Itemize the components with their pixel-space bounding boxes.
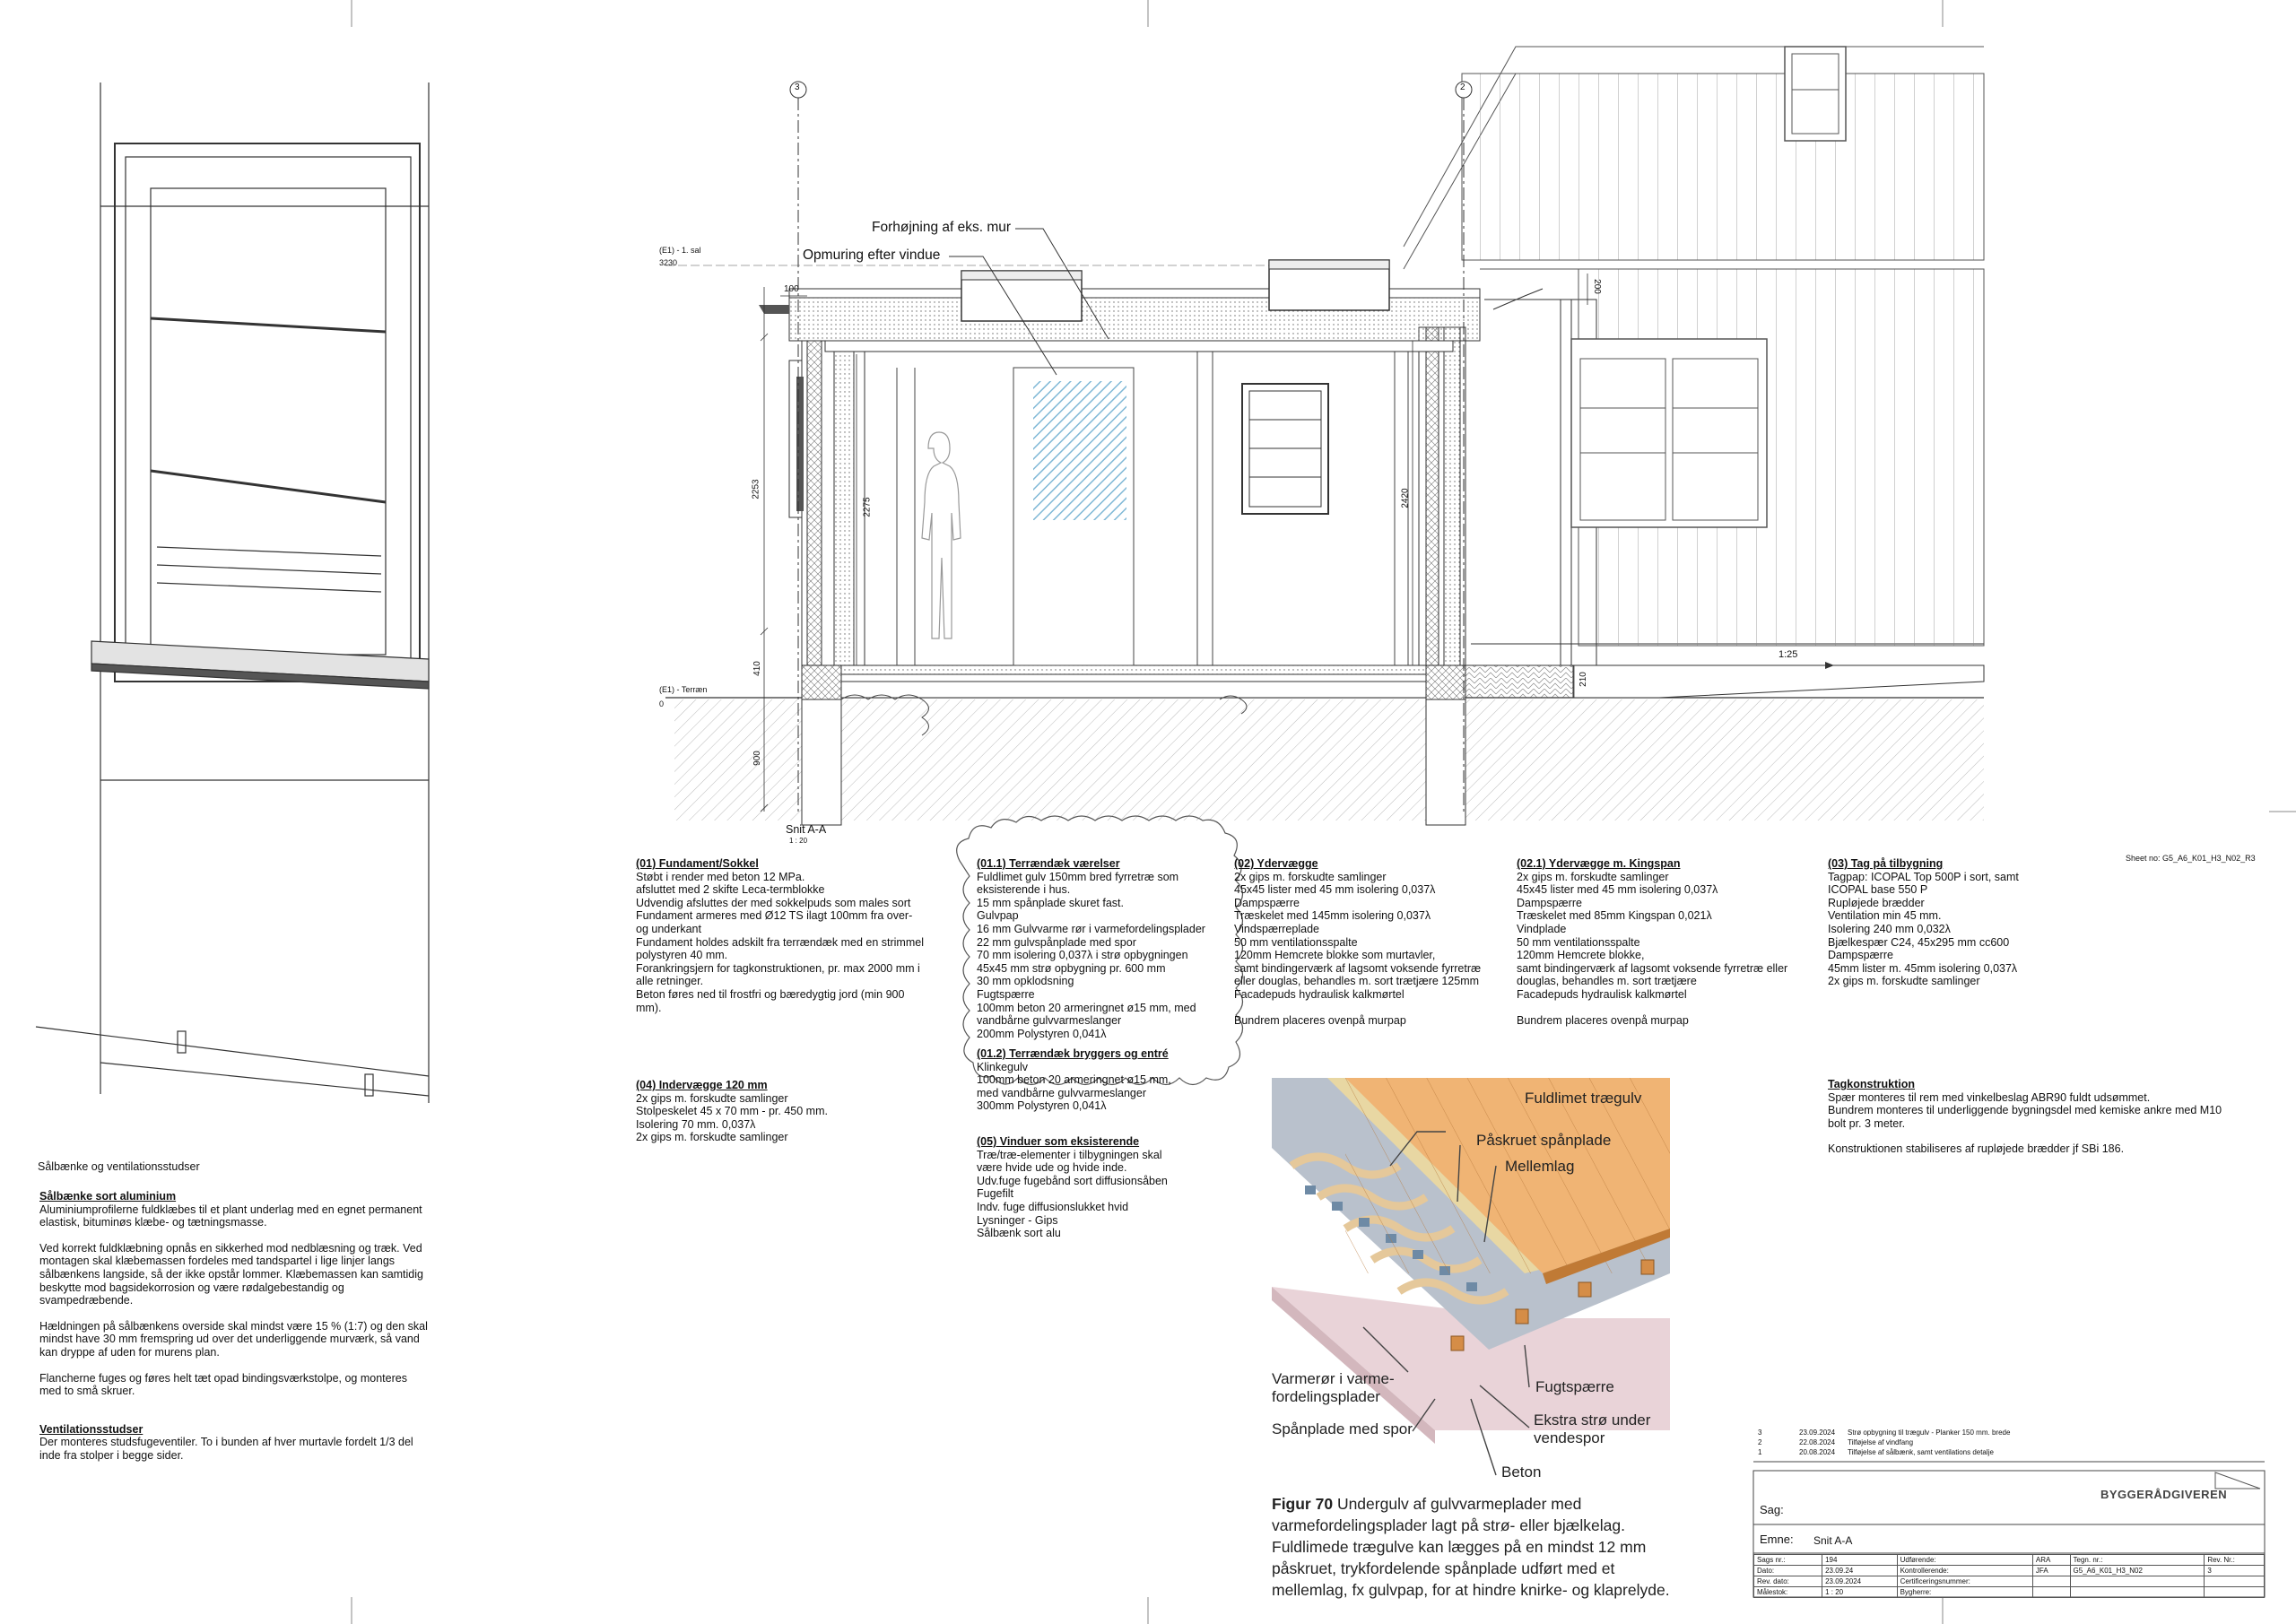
sill-line: Ved korrekt fuldklæbning opnås en sikkerhed mod nedblæsning og træk. Ved (39, 1241, 422, 1255)
revision-no: 1 (1758, 1448, 1762, 1456)
note-line: med vandbårne gulvvarmeslanger (977, 1086, 1146, 1099)
sill-line: Flancherne fuges og føres helt tæt opad bindingsværkstolpe, og monteres (39, 1371, 407, 1385)
note-line: Gulvpap (977, 909, 1019, 923)
note-title: (05) Vinduer som eksisterende (977, 1135, 1140, 1148)
window-opening-hatch (1033, 381, 1126, 520)
logo-text: BYGGERÅDGIVEREN (2100, 1488, 2228, 1501)
note-01-2-bryggers (977, 1047, 1264, 1113)
note-line: Facadepuds hydraulisk kalkmørtel (1234, 987, 1405, 1001)
fig-label-ekstra-stro-1: Ekstra strø under (1534, 1411, 1651, 1429)
note-line: Dampspærre (1234, 896, 1300, 909)
note-title: (02.1) Ydervægge m. Kingspan (1517, 857, 1681, 870)
note-line: 45x45 mm strø opbygning pr. 600 mm (977, 961, 1166, 975)
note-line: 2x gips m. forskudte samlinger (1828, 975, 1980, 988)
tb-sags-nr: 194 (1822, 1555, 1898, 1566)
note-line: Dampspærre (1517, 896, 1582, 909)
note-line: Konstruktionen stabiliseres af rupløjede brædder jf SBi 186. (1828, 1142, 2125, 1156)
slope-label: 1:25 (1779, 649, 1798, 660)
note-line: 45x45 lister med 45 mm isolering 0,037λ (1234, 883, 1436, 897)
revision-date: 20.08.2024 (1799, 1448, 1836, 1456)
tb-dato-label: Dato: (1754, 1566, 1822, 1576)
dim-2275: 2275 (862, 497, 873, 517)
tb-empty-3 (2070, 1587, 2205, 1598)
level-1sal-value: 3230 (659, 258, 678, 267)
note-line: Indv. fuge diffusionslukket hvid (977, 1200, 1129, 1213)
note-line: ICOPAL base 550 P (1828, 883, 1928, 897)
note-03-tag (1828, 857, 2115, 988)
note-line: Vindplade (1517, 922, 1567, 935)
tb-empty-2 (2205, 1576, 2265, 1587)
tb-rev: 3 (2205, 1566, 2265, 1576)
tb-maalestok: 1 : 20 (1822, 1587, 1898, 1598)
note-line: Bundrem placeres ovenpå murpap (1234, 1013, 1406, 1027)
note-line: Ventilation min 45 mm. (1828, 909, 1942, 923)
vent-line: inde fra stolper i begge sider. (39, 1448, 184, 1462)
sag-label: Sag: (1760, 1503, 1784, 1516)
revision-text: Strø opbygning til trægulv - Planker 150 mm. brede (1848, 1429, 2011, 1437)
note-line: 15 mm spånplade skuret fast. (977, 896, 1124, 909)
section-scale: 1 : 20 (789, 837, 808, 845)
level-terr-value: 0 (659, 699, 665, 708)
tb-rev-label: Rev. Nr.: (2205, 1555, 2265, 1566)
sill-caption: Sålbænke og ventilationsstudser (38, 1160, 200, 1173)
note-line: Stolpeskelet 45 x 70 mm - pr. 450 mm. (636, 1105, 828, 1118)
annotation-opmuring: Opmuring efter vindue (803, 248, 941, 263)
revision-row (1758, 1437, 2010, 1447)
note-line: Dampspærre (1828, 949, 1893, 962)
note-line: 45mm lister m. 45mm isolering 0,037λ (1828, 961, 2018, 975)
note-title: (03) Tag på tilbygning (1828, 857, 1944, 870)
note-line: Træskelet med 145mm isolering 0,037λ (1234, 909, 1431, 923)
figure-caption-text: Undergulv af gulvvarmeplader med varmefordelingsplader lagt på strø- eller bjælkelag. Fuldlimede trægulve kan lægges på en mindst 12 mm påskruet, trykfordelende spånplade udført med et mellemlag, fx gulvpap, for at hindre knirke- og klaprelyde. (1272, 1495, 1670, 1599)
note-line: 100mm beton 20 armeringnet ø15 mm, med (977, 1001, 1196, 1014)
note-title: Tagkonstruktion (1828, 1078, 1915, 1090)
note-01-fundament (636, 857, 923, 1014)
note-line: 100mm beton 20 armeringnet ø15 mm, (977, 1073, 1171, 1087)
revision-list (1758, 1428, 2010, 1457)
note-line: bolt pr. 3 meter. (1828, 1116, 1906, 1130)
dim-2253: 2253 (751, 479, 761, 499)
note-line: Træ/træ-elementer i tilbygningen skal (977, 1148, 1162, 1161)
note-line: være hvide ude og hvide inde. (977, 1161, 1127, 1175)
note-line: Træskelet med 85mm Kingspan 0,021λ (1517, 909, 1712, 923)
note-01-1-terraendaek (977, 857, 1264, 1040)
note-line: Fuldlimet gulv 150mm bred fyrretræ som (977, 870, 1179, 883)
revision-no: 3 (1758, 1429, 1762, 1437)
tb-rev-dato-label: Rev. dato: (1754, 1576, 1822, 1587)
dim-900: 900 (752, 751, 762, 766)
fig-label-fugtspaerre: Fugtspærre (1535, 1378, 1614, 1395)
note-line: 2x gips m. forskudte samlinger (1234, 870, 1387, 883)
tb-empty-1 (2070, 1576, 2205, 1587)
note-line: og underkant (636, 922, 701, 935)
fig-label-spanplade-spor: Spånplade med spor (1272, 1420, 1413, 1437)
fig-label-spanplade: Påskruet spånplade (1476, 1132, 1612, 1149)
note-line: Fugefilt (977, 1187, 1013, 1201)
sill-heading: Sålbænke sort aluminium (39, 1190, 177, 1203)
note-tagkonstruktion (1828, 1078, 2240, 1156)
fig-label-mellemlag: Mellemlag (1505, 1158, 1575, 1175)
grid-label-2: 2 (1460, 83, 1465, 92)
sill-gap (39, 1307, 452, 1320)
sill-line: mindst have 30 mm fremspring ud over det underliggende murværk, så vand (39, 1333, 420, 1346)
note-line: 45x45 lister med 45 mm isolering 0,037λ (1517, 883, 1718, 897)
note-line: eller douglas, behandles m. sort trætjære 125mm (1234, 975, 1480, 988)
tb-kontrol: JFA (2032, 1566, 2070, 1576)
room-window (1242, 384, 1328, 514)
note-line: Facadepuds hydraulisk kalkmørtel (1517, 987, 1687, 1001)
note-line: 120mm Hemcrete blokke, (1517, 949, 1645, 962)
figure-caption-label: Figur 70 (1272, 1495, 1334, 1513)
note-line: mm). (636, 1001, 662, 1014)
note-line: Fugtspærre (977, 987, 1035, 1001)
note-line: Forankringsjern for tagkonstruktionen, pr. max 2000 mm i (636, 961, 920, 975)
fig-label-beton: Beton (1501, 1463, 1542, 1481)
revision-date: 23.09.2024 (1799, 1429, 1836, 1437)
note-line: Fundament holdes adskilt fra terrændæk med en strimmel (636, 935, 924, 949)
tb-tegn: G5_A6_K01_H3_N02 (2070, 1566, 2205, 1576)
sill-line: montagen skal klæbemassen fordeles med tandspartel i lige linjer langs (39, 1255, 396, 1268)
tb-bygherre-label: Bygherre: (1897, 1587, 2032, 1598)
sill-gap (39, 1411, 452, 1423)
note-line: Lysninger - Gips (977, 1213, 1058, 1227)
sill-line: sålbænkens langside, så der ikke opstår lommer. Klæbemassen kan samtidig (39, 1267, 423, 1281)
titleblock-table (1753, 1554, 2265, 1598)
note-line: Bjælkespær C24, 45x295 mm cc600 (1828, 935, 2010, 949)
note-title: (01.2) Terrændæk bryggers og entré (977, 1047, 1169, 1060)
note-line: Spær monteres til rem med vinkelbeslag ABR90 fuldt udsømmet. (1828, 1090, 2151, 1104)
note-line: Rupløjede brædder (1828, 896, 1925, 909)
note-line (1828, 1130, 2240, 1142)
tb-sags-nr-label: Sags nr.: (1754, 1555, 1822, 1566)
section-title: Snit A-A (786, 823, 827, 836)
note-line: 22 mm gulvspånplade med spor (977, 935, 1136, 949)
emne-value: Snit A-A (1813, 1534, 1853, 1547)
dim-410: 410 (752, 661, 762, 676)
note-line: Isolering 240 mm 0,032λ (1828, 922, 1951, 935)
note-line: Vindspærreplade (1234, 922, 1319, 935)
note-title: (01) Fundament/Sokkel (636, 857, 759, 870)
sill-line: Aluminiumprofilerne fuldklæbes til et plant underlag med en egnet permanent (39, 1203, 422, 1216)
note-line: polystyren 40 mm. (636, 949, 728, 962)
revision-text: Tilføjelse af vindfang (1848, 1438, 1914, 1446)
sill-gap (39, 1359, 452, 1372)
person-silhouette (922, 432, 961, 638)
note-line: samt bindingerværk af lagsomt voksende fyrretræ (1234, 961, 1482, 975)
note-line: 70 mm isolering 0,037λ i strø opbygningen (977, 949, 1188, 962)
fig-label-varmeror-1: Varmerør i varme- (1272, 1370, 1395, 1387)
sheet-number: Sheet no: G5_A6_K01_H3_N02_R3 (2126, 854, 2256, 863)
note-line: 30 mm opklodsning (977, 975, 1074, 988)
existing-house (1404, 47, 1984, 646)
note-line: Klinkegulv (977, 1060, 1028, 1073)
tb-cert-label: Certificeringsnummer: (1897, 1576, 2032, 1587)
sill-line: svampedræbende. (39, 1294, 134, 1307)
note-05-vinduer (977, 1135, 1264, 1240)
figure-caption (1272, 1493, 1693, 1601)
tb-udfoerende: ARA (2032, 1555, 2070, 1566)
fig-label-trægulv: Fuldlimet trægulv (1525, 1090, 1642, 1107)
note-02-1-kingspan (1517, 857, 1804, 1027)
note-line: 50 mm ventilationsspalte (1234, 935, 1358, 949)
revision-no: 2 (1758, 1438, 1762, 1446)
sill-line: kan dryppe af uden for murens plan. (39, 1345, 220, 1359)
fig-label-varmeror-2: fordelingsplader (1272, 1388, 1380, 1405)
note-line: 120mm Hemcrete blokke som murtavler, (1234, 949, 1436, 962)
dim-100: 100 (784, 284, 799, 294)
tb-maalestok-label: Målestok: (1754, 1587, 1822, 1598)
sill-line: Hældningen på sålbænkens overside skal mindst være 15 % (1:7) og den skal (39, 1319, 428, 1333)
note-line: Støbt i render med beton 12 MPa. (636, 870, 805, 883)
tb-cert (2032, 1576, 2070, 1587)
note-title: (02) Ydervægge (1234, 857, 1318, 870)
tb-bygherre (2032, 1587, 2070, 1598)
note-line: Fundament armeres med Ø12 TS ilagt 100mm fra over- (636, 909, 913, 923)
note-line: 50 mm ventilationsspalte (1517, 935, 1640, 949)
tb-empty-4 (2205, 1587, 2265, 1598)
note-line: Sålbænk sort alu (977, 1227, 1061, 1240)
grid-label-3: 3 (795, 83, 800, 92)
note-04-indervaegge (636, 1079, 923, 1144)
note-line: Beton føres ned til frostfri og bæredygtig jord (min 900 (636, 987, 905, 1001)
note-title: (01.1) Terrændæk værelser (977, 857, 1120, 870)
annotation-forhojning: Forhøjning af eks. mur (872, 220, 1012, 235)
revision-text: Tilføjelse af sålbænk, samt ventilations detalje (1848, 1448, 1994, 1456)
note-line: eksisterende i hus. (977, 883, 1071, 897)
note-line (1517, 1002, 1804, 1014)
note-line: 300mm Polystyren 0,041λ (977, 1099, 1107, 1113)
note-line: Isolering 70 mm. 0,037λ (636, 1117, 756, 1131)
revision-row (1758, 1447, 2010, 1457)
revision-date: 22.08.2024 (1799, 1438, 1836, 1446)
tb-kontrol-label: Kontrollerende: (1897, 1566, 2032, 1576)
note-line: Bundrem placeres ovenpå murpap (1517, 1013, 1689, 1027)
sill-line: med to små skruer. (39, 1385, 135, 1398)
revision-row (1758, 1428, 2010, 1437)
note-line: samt bindingerværk af lagsomt voksende fyrretræ eller (1517, 961, 1788, 975)
note-line: 200mm Polystyren 0,041λ (977, 1027, 1107, 1040)
sill-line: elastisk, bituminøs klæbe- og tætningsmasse. (39, 1216, 267, 1229)
note-02-ydervaegge (1234, 857, 1521, 1027)
window-elevation (36, 83, 429, 1103)
note-line: 2x gips m. forskudte samlinger (1517, 870, 1669, 883)
vent-line: Der monteres studsfugeventiler. To i bunden af hver murtavle fordelt 1/3 del (39, 1436, 413, 1449)
emne-label: Emne: (1760, 1533, 1794, 1546)
note-line: 2x gips m. forskudte samlinger (636, 1091, 788, 1105)
dim-200: 200 (1591, 279, 1602, 294)
dim-210: 210 (1578, 672, 1588, 687)
sill-line: beskytte mod bagsidekorrosion og være rødalgebestandig og (39, 1281, 344, 1294)
tb-udfoerende-label: Udførende: (1897, 1555, 2032, 1566)
sill-gap (39, 1229, 452, 1242)
tb-rev-dato: 23.09.2024 (1822, 1576, 1898, 1587)
note-line: Udvendig afsluttes der med sokkelpuds som males sort (636, 896, 911, 909)
note-line: Udv.fuge fugebånd sort diffusionsåben (977, 1174, 1168, 1187)
sill-gap (39, 1398, 452, 1411)
sill-notes (39, 1190, 452, 1463)
note-line: douglas, behandles m. sort trætjære (1517, 975, 1697, 988)
vent-heading: Ventilationsstudser (39, 1422, 144, 1436)
note-line: alle retninger. (636, 975, 704, 988)
note-title: (04) Indervægge 120 mm (636, 1079, 768, 1091)
note-line: 2x gips m. forskudte samlinger (636, 1131, 788, 1144)
note-line: vandbårne gulvvarmeslanger (977, 1014, 1122, 1028)
fig-label-ekstra-stro-2: vendespor (1534, 1429, 1605, 1446)
level-1sal: (E1) - 1. sal (659, 246, 701, 255)
dim-2420: 2420 (1400, 488, 1411, 508)
note-line: Tagpap: ICOPAL Top 500P i sort, samt (1828, 870, 2019, 883)
tb-tegn-label: Tegn. nr.: (2070, 1555, 2205, 1566)
note-line: Bundrem monteres til underliggende bygningsdel med kemiske ankre med M10 (1828, 1104, 2222, 1117)
note-line: afsluttet med 2 skifte Leca-termblokke (636, 883, 825, 897)
note-line (1234, 1002, 1521, 1014)
level-terr: (E1) - Terræn (659, 685, 708, 694)
tb-dato: 23.09.24 (1822, 1566, 1898, 1576)
ground-hatch (674, 699, 1984, 821)
note-line: 16 mm Gulvvarme rør i varmefordelingsplader (977, 922, 1205, 935)
